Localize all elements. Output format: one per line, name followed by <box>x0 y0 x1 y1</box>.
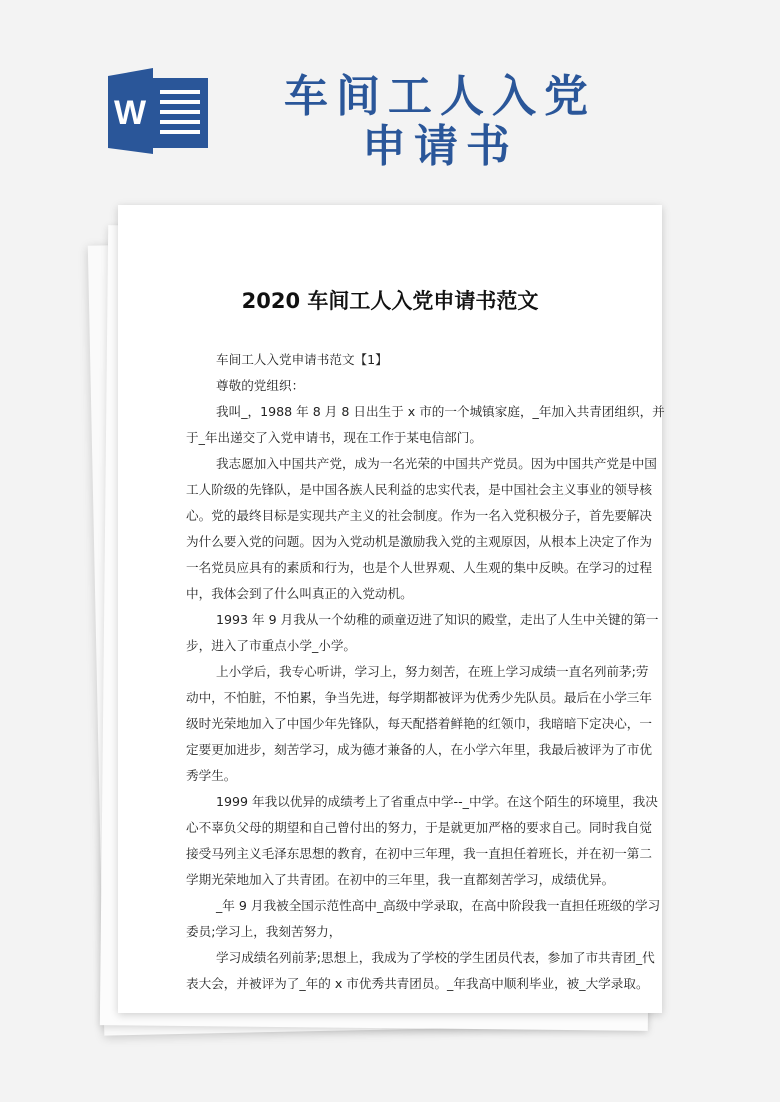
text-line: 工人阶级的先锋队，是中国各族人民利益的忠实代表，是中国社会主义事业的领导核 <box>186 482 652 497</box>
header-title <box>280 72 600 172</box>
header-title-line1: 车间工人入党 <box>284 71 596 122</box>
text-line: 表大会，并被评为了_年的 x 市优秀共青团员。_年我高中顺利毕业，被_大学录取。 <box>186 976 649 991</box>
text-line: 我志愿加入中国共产党，成为一名光荣的中国共产党员。因为中国共产党是中国 <box>216 456 657 471</box>
text-line: 级时光荣地加入了中国少年先锋队，每天配搭着鲜艳的红领巾，我暗暗下定决心，一 <box>186 716 652 731</box>
text-line: 学习成绩名列前茅;思想上，我成为了学校的学生团员代表，参加了市共青团_代 <box>216 950 655 965</box>
text-line: 学期光荣地加入了共青团。在初中的三年里，我一直都刻苦学习，成绩优异。 <box>186 872 615 887</box>
text-line: 一名党员应具有的素质和行为，也是个人世界观、人生观的集中反映。在学习的过程 <box>186 560 652 575</box>
text-line: _年 9 月我被全国示范性高中_高级中学录取，在高中阶段我一直担任班级的学习 <box>216 898 661 913</box>
text-line: 委员;学习上，我刻苦努力， <box>186 924 342 939</box>
text-line: 于_年出递交了入党申请书，现在工作于某电信部门。 <box>186 430 482 445</box>
text-line: 心。党的最终目标是实现共产主义的社会制度。作为一名入党积极分子，首先要解决 <box>186 508 652 523</box>
text-line: 定要更加进步，刻苦学习，成为德才兼备的人，在小学六年里，我最后被评为了市优 <box>186 742 652 757</box>
document-page <box>118 205 665 1013</box>
text-line: 心不辜负父母的期望和自己曾付出的努力，于是就更加严格的要求自己。同时我自觉 <box>186 820 652 835</box>
document-body <box>186 347 665 997</box>
document-title: 2020 车间工人入党申请书范文 <box>241 289 539 313</box>
text-line: 我叫_，1988 年 8 月 8 日出生于 x 市的一个城镇家庭，_年加入共青团组织，并 <box>216 404 665 419</box>
text-line: 上小学后，我专心听讲，学习上，努力刻苦，在班上学习成绩一直名列前茅;劳 <box>216 664 649 679</box>
text-line: 车间工人入党申请书范文【1】 <box>216 352 388 367</box>
logo-letter: W <box>113 94 147 132</box>
header-title-line2: 申请书 <box>362 121 518 172</box>
text-line: 动中，不怕脏，不怕累，争当先进，每学期都被评为优秀少先队员。最后在小学三年 <box>186 690 652 705</box>
text-line: 尊敬的党组织： <box>216 378 305 393</box>
text-line: 秀学生。 <box>186 768 237 783</box>
text-line: 接受马列主义毛泽东思想的教育，在初中三年理，我一直担任着班长，并在初一第二 <box>186 846 652 861</box>
text-line: 1999 年我以优异的成绩考上了省重点中学--_中学。在这个陌生的环境里，我决 <box>216 794 658 809</box>
text-line: 为什么要入党的问题。因为入党动机是激励我入党的主观原因，从根本上决定了作为 <box>186 534 652 549</box>
text-line: 1993 年 9 月我从一个幼稚的顽童迈进了知识的殿堂，走出了人生中关键的第一 <box>216 612 659 627</box>
text-line: 步，进入了市重点小学_小学。 <box>186 638 357 653</box>
text-line: 中，我体会到了什么叫真正的入党动机。 <box>186 586 413 601</box>
word-logo-icon <box>108 68 208 154</box>
